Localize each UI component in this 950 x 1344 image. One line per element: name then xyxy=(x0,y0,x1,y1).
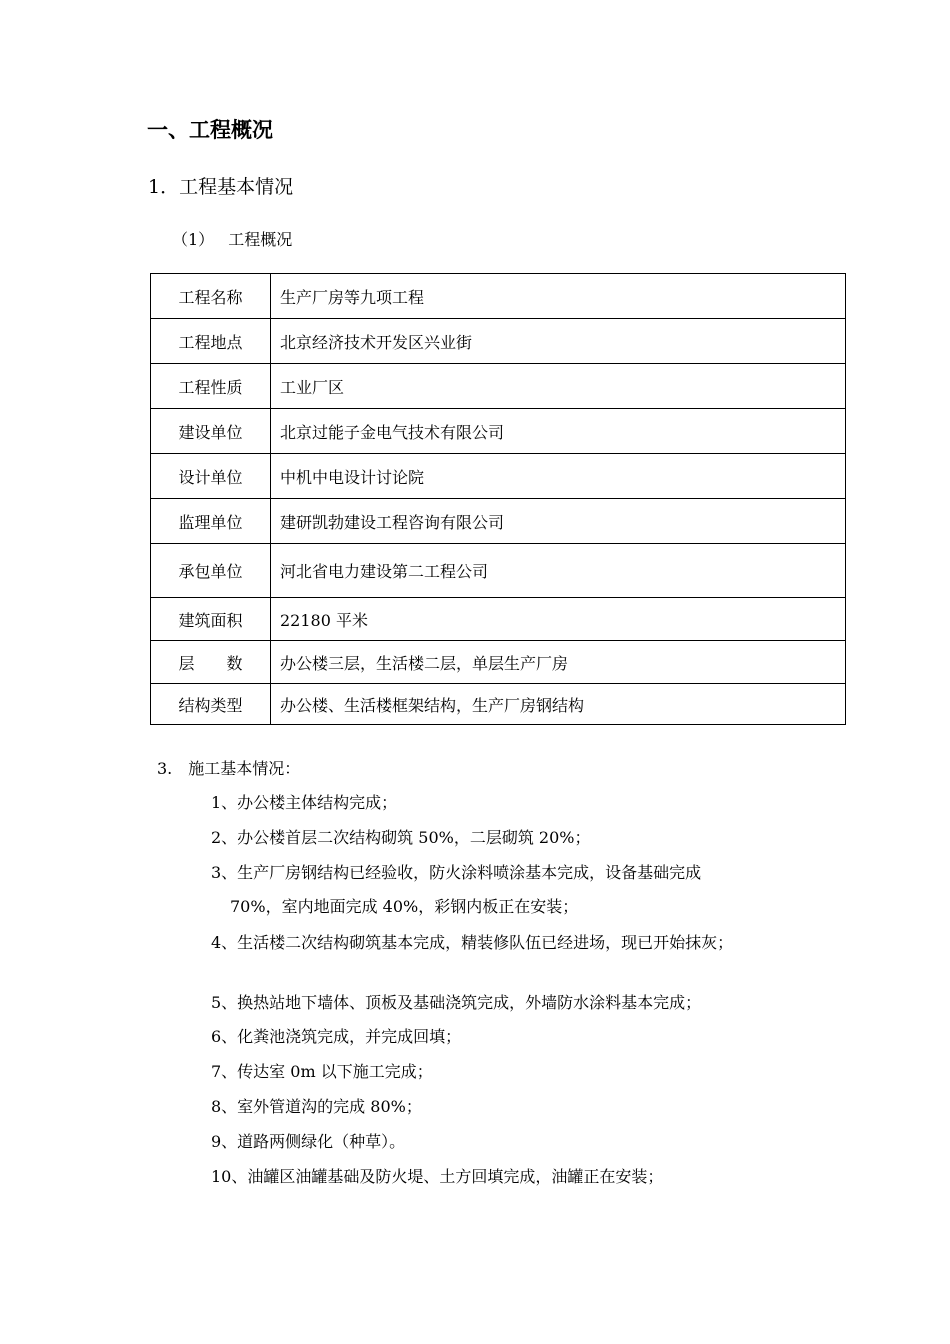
row-value: 办公楼、生活楼框架结构，生产厂房钢结构 xyxy=(271,684,846,725)
table-row xyxy=(151,319,846,364)
row-value: 生产厂房等九项工程 xyxy=(271,274,846,319)
list-item: 3、生产厂房钢结构已经验收，防火涂料喷涂基本完成，设备基础完成 xyxy=(211,863,702,882)
table-row xyxy=(151,274,846,319)
row-value: 河北省电力建设第二工程公司 xyxy=(271,544,846,598)
row-value: 中机中电设计讨论院 xyxy=(271,454,846,499)
section-3-heading xyxy=(157,756,300,779)
section-3-title: 施工基本情况： xyxy=(188,759,301,778)
list-item: 1、办公楼主体结构完成； xyxy=(211,793,398,812)
list-item: 7、传达室 0m 以下施工完成； xyxy=(211,1062,433,1081)
row-label: 监理单位 xyxy=(151,499,271,544)
table-row xyxy=(151,598,846,641)
row-label: 建筑面积 xyxy=(151,598,271,641)
list-item: 4、生活楼二次结构砌筑基本完成，精装修队伍已经进场，现已开始抹灰； xyxy=(211,933,734,952)
project-info-table xyxy=(150,273,846,725)
list-item: 2、办公楼首层二次结构砌筑 50%，二层砌筑 20%； xyxy=(211,828,591,847)
row-value: 办公楼三层，生活楼二层，单层生产厂房 xyxy=(271,641,846,684)
row-label: 工程性质 xyxy=(151,364,271,409)
row-label: 工程名称 xyxy=(151,274,271,319)
row-label: 层 数 xyxy=(151,641,271,684)
row-label: 设计单位 xyxy=(151,454,271,499)
subsection-heading xyxy=(172,227,292,250)
table-row xyxy=(151,454,846,499)
list-item: 5、换热站地下墙体、顶板及基础浇筑完成，外墙防水涂料基本完成； xyxy=(211,993,702,1012)
row-label: 结构类型 xyxy=(151,684,271,725)
list-item-continuation: 70%，室内地面完成 40%，彩钢内板正在安装； xyxy=(230,897,579,916)
row-label: 工程地点 xyxy=(151,319,271,364)
table-row xyxy=(151,641,846,684)
section-heading-1: 一、工程概况 xyxy=(147,118,273,142)
list-item: 6、化粪池浇筑完成，并完成回填； xyxy=(211,1027,462,1046)
section-3-number: 3. xyxy=(157,759,173,778)
list-item: 9、道路两侧绿化（种草）。 xyxy=(211,1132,406,1151)
table-row xyxy=(151,364,846,409)
row-value: 北京过能子金电气技术有限公司 xyxy=(271,409,846,454)
subsection-number: （1） xyxy=(172,230,215,249)
subsection-title: 工程概况 xyxy=(228,230,293,249)
section-heading-2: 1．工程基本情况 xyxy=(148,176,294,198)
row-value: 北京经济技术开发区兴业街 xyxy=(271,319,846,364)
row-value: 工业厂区 xyxy=(271,364,846,409)
table-row xyxy=(151,684,846,725)
list-item: 8、室外管道沟的完成 80%； xyxy=(211,1097,422,1116)
row-label: 承包单位 xyxy=(151,544,271,598)
row-label: 建设单位 xyxy=(151,409,271,454)
row-value: 22180 平米 xyxy=(271,598,846,641)
table-row xyxy=(151,409,846,454)
table-row xyxy=(151,544,846,598)
row-value: 建研凯勃建设工程咨询有限公司 xyxy=(271,499,846,544)
table-row xyxy=(151,499,846,544)
list-item: 10、油罐区油罐基础及防火堤、土方回填完成，油罐正在安装； xyxy=(211,1167,664,1186)
